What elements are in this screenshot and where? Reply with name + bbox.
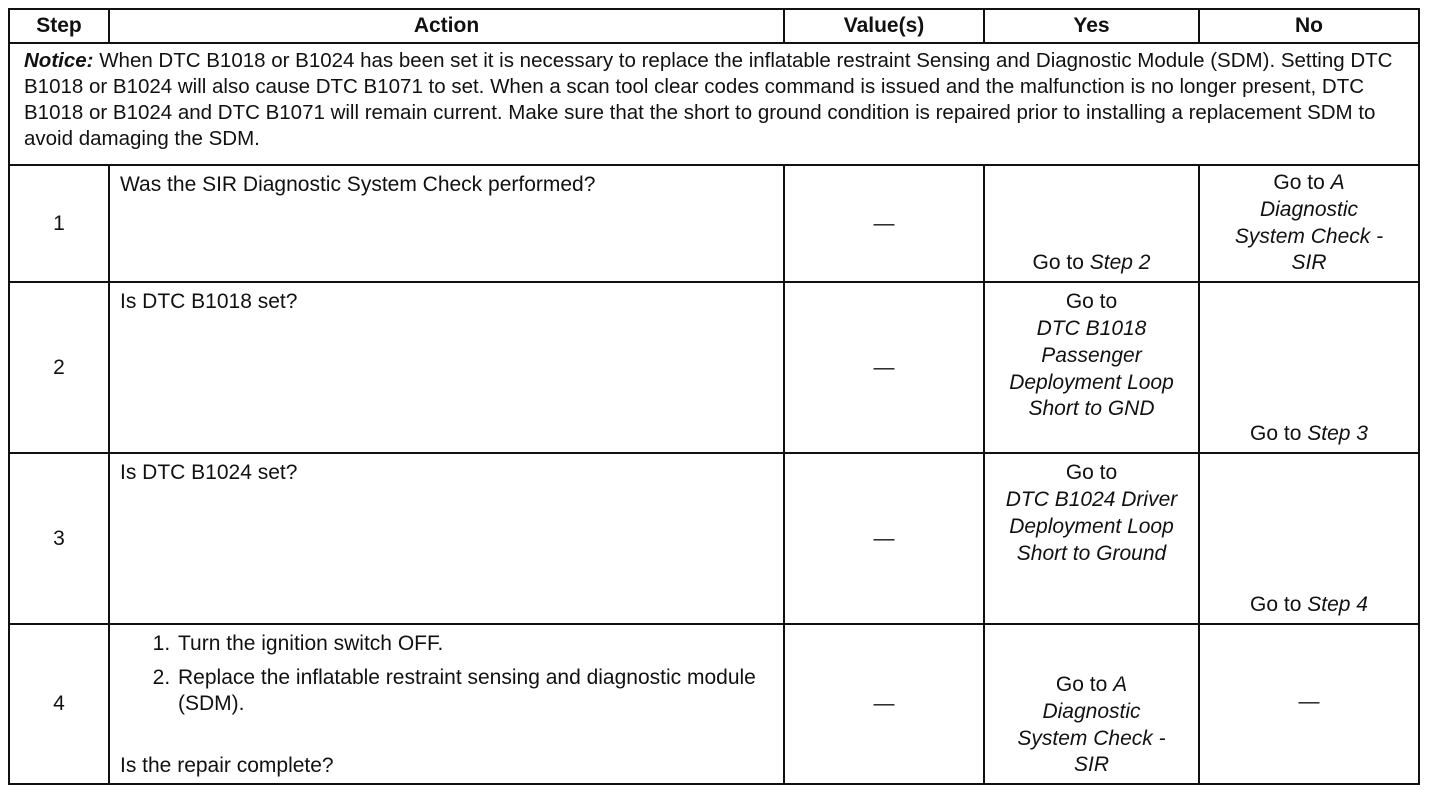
value-cell: — bbox=[784, 624, 984, 784]
table-row-step-2 bbox=[9, 282, 1419, 453]
yes-link[interactable]: A Diagnostic System Check - SIR bbox=[1017, 673, 1166, 777]
yes-prefix: Go to bbox=[1055, 673, 1114, 696]
yes-cell bbox=[984, 165, 1199, 282]
repair-question: Is the repair complete? bbox=[120, 754, 334, 778]
notice-label: Notice: bbox=[24, 49, 94, 72]
yes-link[interactable]: DTC B1018 Passenger Deployment Loop Short to GND bbox=[1009, 316, 1174, 421]
diagnostic-table bbox=[8, 8, 1420, 785]
yes-prefix: Go to bbox=[1032, 251, 1090, 275]
yes-prefix: Go to bbox=[1065, 461, 1118, 485]
step-number: 4 bbox=[9, 624, 109, 784]
no-cell bbox=[1199, 282, 1419, 453]
step-number: 2 bbox=[9, 282, 109, 453]
header-values: Value(s) bbox=[784, 9, 984, 43]
step-number: 1 bbox=[9, 165, 109, 282]
substep-item: 1. Turn the ignition switch OFF. bbox=[176, 631, 773, 657]
no-prefix: Go to bbox=[1250, 593, 1308, 617]
table-row-step-3 bbox=[9, 453, 1419, 624]
value-cell: — bbox=[784, 453, 984, 624]
header-step: Step bbox=[9, 9, 109, 43]
table-row-step-1 bbox=[9, 165, 1419, 282]
no-prefix: Go to bbox=[1250, 422, 1308, 446]
action-text: Is DTC B1018 set? bbox=[109, 282, 784, 453]
notice-row bbox=[9, 43, 1419, 165]
no-cell bbox=[1199, 453, 1419, 624]
header-no: No bbox=[1199, 9, 1419, 43]
no-cell: — bbox=[1199, 624, 1419, 784]
action-text: Is DTC B1024 set? bbox=[109, 453, 784, 624]
notice-text: When DTC B1018 or B1024 has been set it is necessary to replace the inflatable restraint Sensing and Diagnostic Module (SDM). Setting DTC B1018 or B1024 will also cause DTC B1071 to set. When a scan tool clear codes command is issued and the malfunction is no longer present, DTC B1018 or B1024 and DTC B1071 will remain current. Make sure that the short to ground condition is repaired prior to installing a replacement SDM to avoid damaging the SDM. bbox=[24, 49, 1393, 150]
yes-link[interactable]: DTC B1024 Driver Deployment Loop Short to Ground bbox=[1005, 487, 1178, 565]
value-cell: — bbox=[784, 165, 984, 282]
no-cell bbox=[1199, 165, 1419, 282]
value-cell: — bbox=[784, 282, 984, 453]
header-action: Action bbox=[109, 9, 784, 43]
yes-link[interactable]: Step 2 bbox=[1089, 251, 1151, 275]
no-prefix: Go to bbox=[1273, 171, 1331, 194]
yes-prefix: Go to bbox=[1065, 290, 1118, 314]
no-link[interactable]: Step 3 bbox=[1307, 422, 1368, 446]
table-row-step-4 bbox=[9, 624, 1419, 784]
action-text: Was the SIR Diagnostic System Check performed? bbox=[109, 165, 784, 282]
no-link[interactable]: Step 4 bbox=[1307, 593, 1368, 617]
notice-cell bbox=[9, 43, 1419, 165]
yes-cell bbox=[984, 624, 1199, 784]
header-yes: Yes bbox=[984, 9, 1199, 43]
step-number: 3 bbox=[9, 453, 109, 624]
substep-item: 2. Replace the inflatable restraint sensing and diagnostic module (SDM). bbox=[176, 665, 773, 717]
substep-list bbox=[120, 631, 773, 717]
yes-cell bbox=[984, 282, 1199, 453]
action-cell bbox=[109, 624, 784, 784]
yes-cell bbox=[984, 453, 1199, 624]
no-link[interactable]: A Diagnostic System Check - SIR bbox=[1234, 171, 1384, 275]
header-row bbox=[9, 9, 1419, 43]
